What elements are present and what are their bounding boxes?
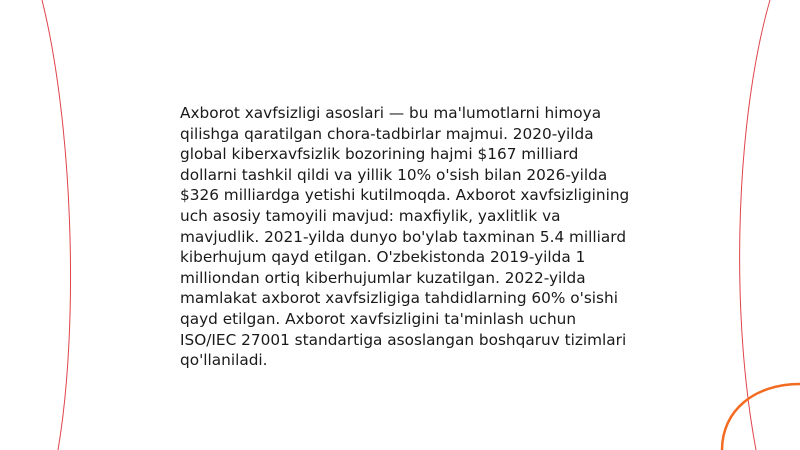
body-paragraph: Axborot xavfsizligi asoslari — bu ma'lumotlarni himoya qilishga qaratilgan chora-tadbirlar majmui. 2020-yilda global kiberxavfsizlik bozorining hajmi $167 milliard dollarni tashkil qildi va yillik 10% o'sish bilan 2026-yilda $326 milliardga yetishi kutilmoqda. Axborot xavfsizligining uch asosiy tamoyili mavjud: maxfiylik, yaxlitlik va mavjudlik. 2021-yilda dunyo bo'ylab taxminan 5.4 milliard kiberhujum qayd etilgan. O'zbekistonda 2019-yilda 1 milliondan ortiq kiberhujumlar kuzatilgan. 2022-yilda mamlakat axborot xavfsizligiga tahdidlarning 60% o'sishi qayd etilgan. Axborot xavfsizligini ta'minlash uchun ISO/IEC 27001 standartiga asoslangan boshqaruv tizimlari qo'llaniladi. [180, 104, 630, 370]
right-curve [740, 0, 770, 450]
bottom-right-arc [722, 384, 800, 450]
left-curve [42, 0, 71, 450]
